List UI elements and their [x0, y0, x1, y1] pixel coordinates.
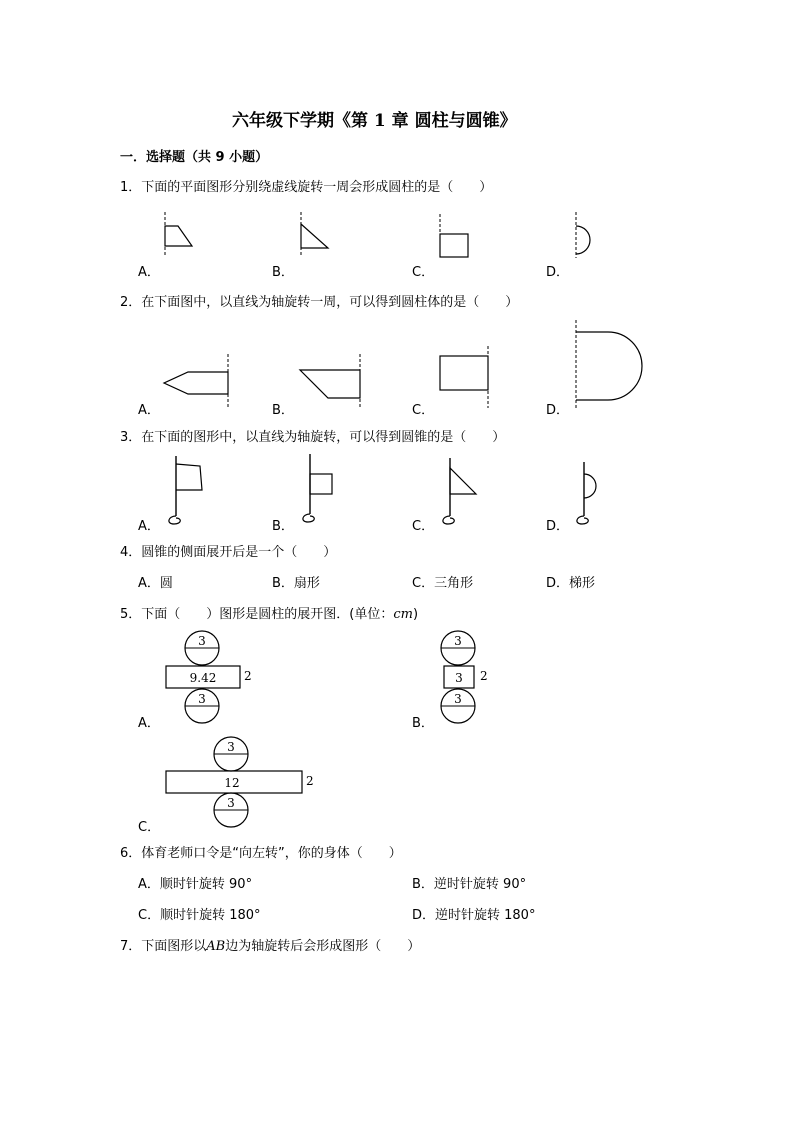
q2-figure-d	[570, 318, 650, 410]
q4-option-b: B．扇形	[272, 576, 320, 591]
question-1-text: 1．下面的平面图形分别绕虚线旋转一周会形成圆柱的是（ ）	[120, 180, 493, 195]
q2-option-c: C．	[412, 403, 435, 418]
q5-option-c: C．	[138, 820, 161, 835]
q1-option-c: C．	[412, 265, 435, 280]
q6-option-b: B．逆时针旋转 90°	[412, 877, 527, 892]
q5-net-b-rect-label: 3	[455, 671, 463, 685]
question-6-text: 6．体育老师口令是“向左转”，你的身体（ ）	[120, 846, 402, 861]
question-3-text: 3．在下面的图形中，以直线为轴旋转，可以得到圆锥的是（ ）	[120, 430, 506, 445]
q5-option-b: B．	[412, 716, 434, 731]
q2-figure-c	[432, 344, 496, 410]
q5-net-a-top-circle-label: 3	[198, 634, 206, 648]
q5-net-b-side-label: 2	[480, 669, 488, 683]
q5-net-c-top-circle-label: 3	[227, 740, 235, 754]
section-heading: 一．选择题（共 9 小题）	[120, 150, 269, 165]
q4-option-c: C．三角形	[412, 576, 474, 591]
question-2-text: 2．在下面图中，以直线为轴旋转一周，可以得到圆柱体的是（ ）	[120, 295, 519, 310]
q1-figure-d	[566, 210, 616, 260]
q6-option-a: A．顺时针旋转 90°	[138, 877, 253, 892]
q5-net-a	[164, 630, 274, 726]
question-4-text: 4．圆锥的侧面展开后是一个（ ）	[120, 545, 337, 560]
question-7-text: 7．下面图形以AB边为轴旋转后会形成图形（ ）	[120, 939, 421, 954]
q3-figure-d	[570, 452, 620, 528]
q5-net-c-rect-label: 12	[224, 776, 240, 790]
q2-option-d: D．	[546, 403, 570, 418]
q5-net-a-bottom-circle-label: 3	[198, 692, 206, 706]
q5-net-b-bottom-circle-label: 3	[454, 692, 462, 706]
q5-net-c-bottom-circle-label: 3	[227, 796, 235, 810]
q1-figure-c	[428, 210, 478, 260]
q5-net-a-rect-label: 9.42	[189, 671, 217, 685]
segment-label-ab: AB	[206, 939, 226, 954]
q3-option-d: D．	[546, 519, 570, 534]
q3-figure-c	[434, 452, 484, 528]
q5-net-b	[440, 630, 500, 726]
q2-figure-b	[296, 350, 366, 410]
question-5-text: 5．下面（ ）图形是圆柱的展开图．(单位：cm)	[120, 607, 419, 622]
q3-option-c: C．	[412, 519, 435, 534]
q4-option-d: D．梯形	[546, 576, 596, 591]
q1-figure-a	[150, 210, 200, 260]
q1-option-a: A．	[138, 265, 160, 280]
q6-option-d: D．逆时针旋转 180°	[412, 908, 536, 923]
page-title: 六年级下学期《第 1 章 圆柱与圆锥》	[232, 111, 517, 131]
q1-option-d: D．	[546, 265, 570, 280]
q5-option-a: A．	[138, 716, 160, 731]
q1-option-b: B．	[272, 265, 294, 280]
q4-option-a: A．圆	[138, 576, 173, 591]
q3-option-b: B．	[272, 519, 294, 534]
q6-option-c: C．顺时针旋转 180°	[138, 908, 261, 923]
q1-figure-b	[288, 210, 338, 260]
q5-net-a-side-label: 2	[244, 669, 252, 683]
q2-option-a: A．	[138, 403, 160, 418]
q2-figure-a	[160, 350, 240, 410]
q5-net-c	[164, 736, 324, 832]
q3-option-a: A．	[138, 519, 160, 534]
q5-net-b-top-circle-label: 3	[454, 634, 462, 648]
q3-figure-a	[160, 452, 210, 528]
q5-net-c-side-label: 2	[306, 774, 314, 788]
q2-option-b: B．	[272, 403, 294, 418]
q3-figure-b	[296, 452, 346, 528]
